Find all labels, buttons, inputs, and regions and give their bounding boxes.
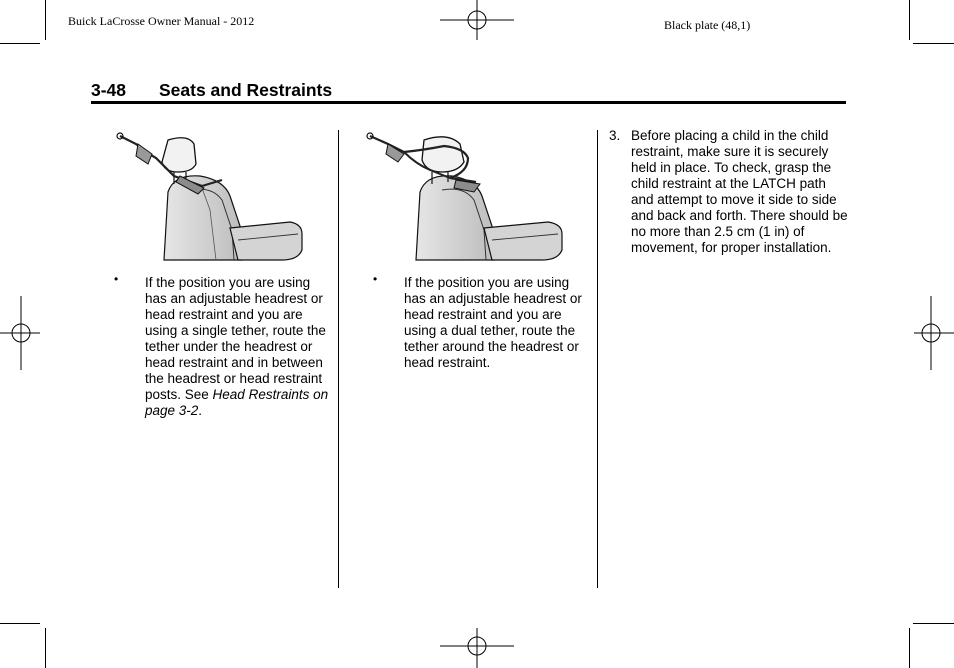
crop-mark [913,43,954,44]
seat-dual-tether-illustration [364,130,570,264]
plate-label: Black plate (48,1) [664,18,751,32]
page-number: 3-48 [91,80,127,100]
column-divider [597,130,598,588]
crop-mark [0,623,40,624]
crop-mark [45,628,46,668]
crop-mark [913,623,954,624]
instruction-end: . [198,403,203,418]
section-title: Seats and Restraints [159,80,333,100]
seat-single-tether-illustration [112,130,308,264]
instruction-text: If the position you are using has an adjustable headrest or head restraint and you are using a dual tether, route the tether around the headrest or head restraint. [404,275,582,370]
instruction-text [145,275,331,419]
column-divider [338,130,339,588]
registration-mark-right [910,296,954,372]
step-number: 3. [609,128,621,143]
crop-mark [0,43,40,44]
bullet: • [373,272,378,286]
crop-mark [909,0,910,40]
cross-reference-link[interactable]: Head Restraints on page 3-2 [145,387,329,418]
section-heading [91,80,332,101]
bullet: • [114,272,119,286]
registration-mark-bottom [440,624,516,668]
manual-title: Buick LaCrosse Owner Manual - 2012 [68,14,255,28]
instruction-body: If the position you are using has an adjustable headrest or head restraint and you are using a single tether, route the tether under the headrest or head restraint and in between the headrest or head restraint posts. See [145,275,326,402]
crop-mark [909,628,910,668]
heading-rule [91,101,846,104]
registration-mark-left [0,296,44,372]
crop-mark [45,0,46,40]
step-text: Before placing a child in the child restraint, make sure it is securely held in place. To check, grasp the child restraint at the LATCH path and attempt to move it side to side and back and forth. There should be no more than 2.5 cm (1 in) of movement, for proper installation. [631,128,848,255]
registration-mark-top [440,0,516,44]
